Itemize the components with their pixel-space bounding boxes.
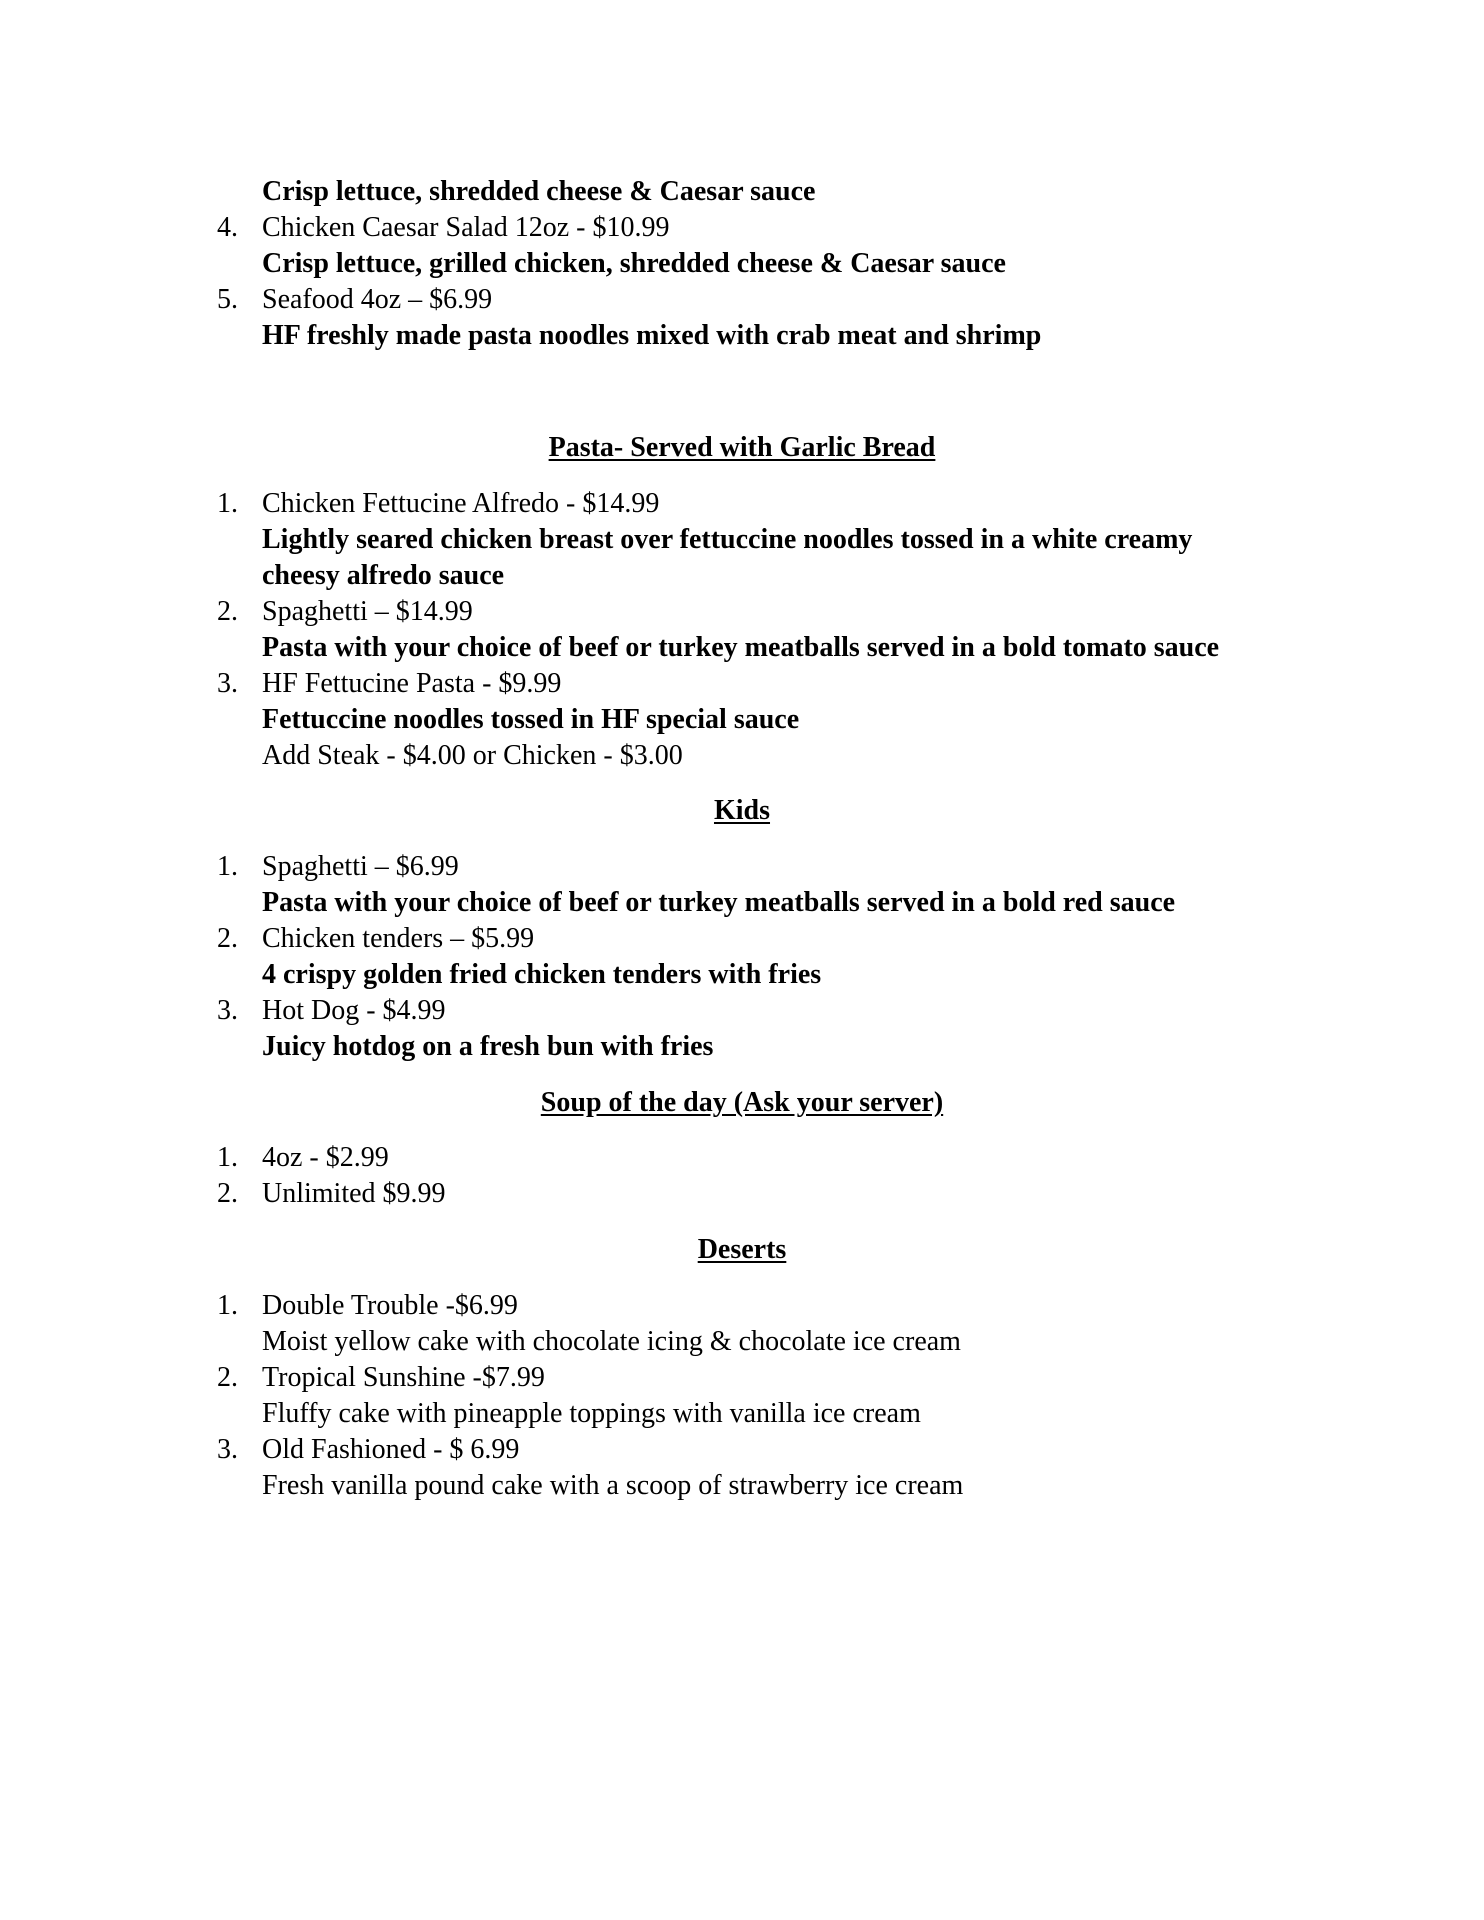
menu-item-number: 2. bbox=[217, 923, 238, 954]
menu-item-number: 1. bbox=[217, 1142, 238, 1173]
menu-item-description: Juicy hotdog on a fresh bun with fries bbox=[262, 1031, 714, 1062]
menu-item-name: HF Fettucine Pasta - $9.99 bbox=[262, 668, 562, 699]
menu-item-description: HF freshly made pasta noodles mixed with crab meat and shrimp bbox=[262, 320, 1042, 351]
menu-item-name: Spaghetti – $14.99 bbox=[262, 596, 473, 627]
menu-item-number: 1. bbox=[217, 1290, 238, 1321]
menu-item-number: 3. bbox=[217, 995, 238, 1026]
menu-item-description: Pasta with your choice of beef or turkey meatballs served in a bold tomato sauce bbox=[262, 632, 1220, 663]
menu-item-description: Pasta with your choice of beef or turkey meatballs served in a bold red sauce bbox=[262, 887, 1176, 918]
menu-item-number: 4. bbox=[217, 212, 238, 243]
menu-item-number: 2. bbox=[217, 1178, 238, 1209]
menu-item-description: Fluffy cake with pineapple toppings with vanilla ice cream bbox=[262, 1398, 921, 1429]
menu-item-name: Double Trouble -$6.99 bbox=[262, 1290, 518, 1321]
menu-item-description: Crisp lettuce, grilled chicken, shredded cheese & Caesar sauce bbox=[262, 248, 1006, 279]
section-heading-soup: Soup of the day (Ask your server) bbox=[540, 1087, 944, 1118]
menu-item-name: Unlimited $9.99 bbox=[262, 1178, 446, 1209]
menu-item-name: Chicken Fettucine Alfredo - $14.99 bbox=[262, 488, 660, 519]
menu-item-description: Crisp lettuce, shredded cheese & Caesar sauce bbox=[262, 176, 816, 207]
menu-item-description: Fettuccine noodles tossed in HF special sauce bbox=[262, 704, 800, 735]
menu-item-number: 3. bbox=[217, 668, 238, 699]
section-heading-pasta: Pasta- Served with Garlic Bread bbox=[548, 432, 936, 463]
menu-item-description: cheesy alfredo sauce bbox=[262, 560, 505, 591]
menu-item-name: Chicken tenders – $5.99 bbox=[262, 923, 535, 954]
menu-item-name: 4oz - $2.99 bbox=[262, 1142, 389, 1173]
menu-item-name: Old Fashioned - $ 6.99 bbox=[262, 1434, 520, 1465]
menu-item-name: Chicken Caesar Salad 12oz - $10.99 bbox=[262, 212, 670, 243]
menu-item-addon: Add Steak - $4.00 or Chicken - $3.00 bbox=[262, 740, 683, 771]
menu-item-number: 2. bbox=[217, 1362, 238, 1393]
menu-item-name: Tropical Sunshine -$7.99 bbox=[262, 1362, 545, 1393]
menu-item-number: 1. bbox=[217, 851, 238, 882]
menu-item-description: Lightly seared chicken breast over fettuccine noodles tossed in a white creamy bbox=[262, 524, 1193, 555]
menu-item-description: 4 crispy golden fried chicken tenders with fries bbox=[262, 959, 822, 990]
menu-item-name: Hot Dog - $4.99 bbox=[262, 995, 446, 1026]
menu-item-description: Moist yellow cake with chocolate icing & chocolate ice cream bbox=[262, 1326, 961, 1357]
section-heading-deserts: Deserts bbox=[697, 1234, 787, 1265]
menu-item-number: 2. bbox=[217, 596, 238, 627]
menu-item-number: 1. bbox=[217, 488, 238, 519]
menu-item-number: 3. bbox=[217, 1434, 238, 1465]
menu-item-name: Spaghetti – $6.99 bbox=[262, 851, 459, 882]
section-heading-kids: Kids bbox=[713, 795, 771, 826]
menu-item-name: Seafood 4oz – $6.99 bbox=[262, 284, 493, 315]
menu-item-number: 5. bbox=[217, 284, 238, 315]
menu-item-description: Fresh vanilla pound cake with a scoop of strawberry ice cream bbox=[262, 1470, 964, 1501]
